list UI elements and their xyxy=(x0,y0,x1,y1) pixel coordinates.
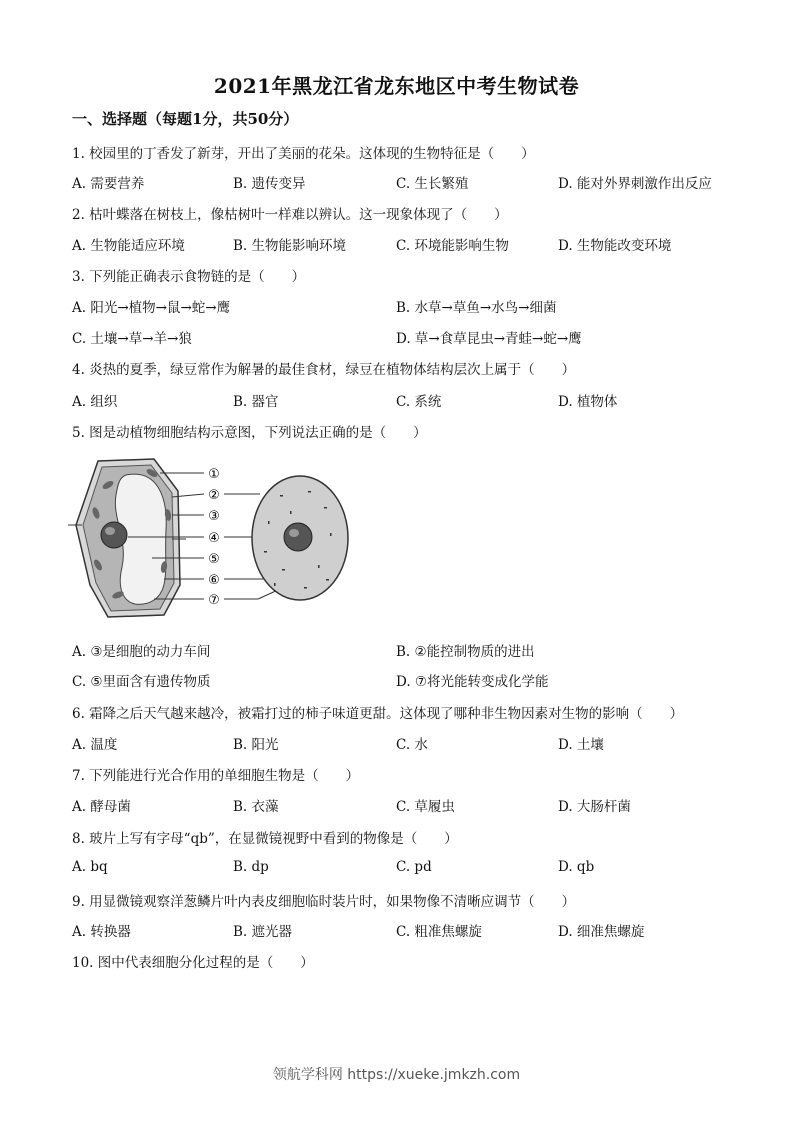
cell-structure-diagram xyxy=(68,455,368,623)
page-title: 2021年黑龙江省龙东地区中考生物试卷 xyxy=(213,74,580,98)
option-b: B. 遗传变异 xyxy=(233,176,306,192)
diagram-labels xyxy=(208,467,220,608)
option-d: D. 生物能改变环境 xyxy=(558,238,672,254)
animal-cell xyxy=(252,476,348,600)
option-d: D. 植物体 xyxy=(558,394,618,410)
option-c: C. pd xyxy=(396,859,432,875)
option-a: A. 转换器 xyxy=(72,924,131,940)
option-b: B. 衣藻 xyxy=(233,799,279,815)
option-c: C. 草履虫 xyxy=(396,799,455,815)
option-c: C. 土壤→草→羊→狼 xyxy=(72,331,192,347)
option-d: D. qb xyxy=(558,859,595,875)
option-d: D. 土壤 xyxy=(558,737,604,753)
question-stem: 10. 图中代表细胞分化过程的是（ ） xyxy=(72,955,314,971)
option-a: A. 酵母菌 xyxy=(72,799,131,815)
option-a: A. 组织 xyxy=(72,394,118,410)
option-a: A. 需要营养 xyxy=(72,176,145,192)
option-a: A. 阳光→植物→鼠→蛇→鹰 xyxy=(72,300,231,316)
option-a: A. ③是细胞的动力车间 xyxy=(72,644,211,660)
label-5: ⑤ xyxy=(208,552,220,567)
plant-cell xyxy=(68,459,186,617)
option-d: D. 能对外界刺激作出反应 xyxy=(558,176,712,192)
option-a: A. 生物能适应环境 xyxy=(72,238,185,254)
label-3: ③ xyxy=(208,509,220,524)
option-c: C. 生长繁殖 xyxy=(396,176,469,192)
label-1: ① xyxy=(208,467,220,482)
question-stem: 4. 炎热的夏季，绿豆常作为解暑的最佳食材，绿豆在植物体结构层次上属于（ ） xyxy=(72,362,576,378)
option-a: A. 温度 xyxy=(72,737,118,753)
option-b: B. ②能控制物质的进出 xyxy=(396,644,535,660)
option-b: B. 遮光器 xyxy=(233,924,293,940)
question-stem: 3. 下列能正确表示食物链的是（ ） xyxy=(72,269,306,285)
question-stem: 1. 校园里的丁香发了新芽，开出了美丽的花朵。这体现的生物特征是（ ） xyxy=(72,146,535,162)
option-c: C. 水 xyxy=(396,737,428,753)
option-c: C. 环境能影响生物 xyxy=(396,238,509,254)
label-6: ⑥ xyxy=(208,573,220,588)
label-2: ② xyxy=(208,488,220,503)
option-a: A. bq xyxy=(72,859,108,875)
option-d: D. 大肠杆菌 xyxy=(558,799,631,815)
option-c: C. 系统 xyxy=(396,394,442,410)
option-b: B. 生物能影响环境 xyxy=(233,238,347,254)
question-stem: 2. 枯叶蝶落在树枝上，像枯树叶一样难以辨认。这一现象体现了（ ） xyxy=(72,207,508,223)
footer-watermark: 领航学科网 https://xueke.jmkzh.com xyxy=(272,1067,521,1083)
option-b: B. 水草→草鱼→水鸟→细菌 xyxy=(396,300,557,316)
option-b: B. 阳光 xyxy=(233,737,279,753)
question-stem: 9. 用显微镜观察洋葱鳞片叶内表皮细胞临时装片时，如果物像不清晰应调节（ ） xyxy=(72,894,576,910)
option-b: B. 器官 xyxy=(233,394,279,410)
label-7: ⑦ xyxy=(208,593,220,608)
option-c: C. ⑤里面含有遗传物质 xyxy=(72,674,211,690)
section-heading: 一、选择题（每题1分，共50分） xyxy=(72,110,299,128)
option-d: D. 草→食草昆虫→青蛙→蛇→鹰 xyxy=(396,331,582,347)
question-stem: 7. 下列能进行光合作用的单细胞生物是（ ） xyxy=(72,768,360,784)
option-c: C. 粗准焦螺旋 xyxy=(396,924,482,940)
question-stem: 5. 图是动植物细胞结构示意图，下列说法正确的是（ ） xyxy=(72,425,427,441)
option-d: D. ⑦将光能转变成化学能 xyxy=(396,674,549,690)
option-b: B. dp xyxy=(233,859,269,875)
label-4: ④ xyxy=(208,531,220,546)
option-d: D. 细准焦螺旋 xyxy=(558,924,645,940)
question-stem: 6. 霜降之后天气越来越冷，被霜打过的柿子味道更甜。这体现了哪种非生物因素对生物的影响（ ） xyxy=(72,706,684,722)
question-stem: 8. 玻片上写有字母“qb”，在显微镜视野中看到的物像是（ ） xyxy=(72,831,458,847)
